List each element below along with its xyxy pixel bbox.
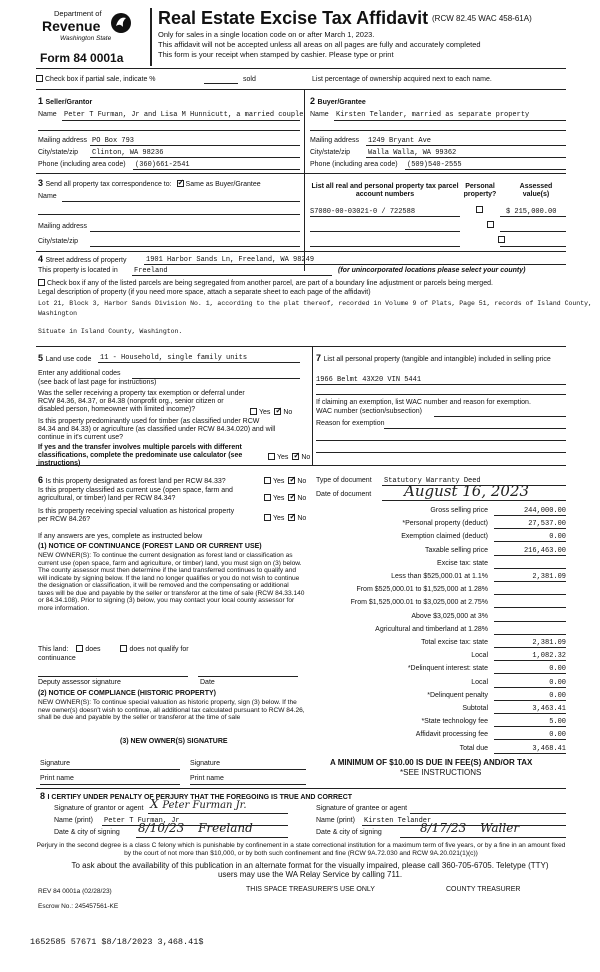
sec4-street-label: 4 Street address of property (38, 254, 127, 264)
seller-phone-label: Phone (including area code) (38, 161, 126, 168)
buyer-name[interactable]: Kirsten Telander, married as separate property (336, 111, 530, 119)
personal-property-checkbox-3[interactable] (498, 236, 505, 243)
seller-city-label: City/state/zip (38, 149, 79, 156)
notice1-body: NEW OWNER(S): To continue the current designation as forest land or classification as current use (open space, farm and agriculture, or timber) land, you must sign on (3) below. The county assessor must then determine if the land transferred continues to qualify and will indicate by signing below. If the land no longer qualifies or you do not wish to continue the designation or classification, it will be removed and the compensating or additional taxes will be due and payable by the seller or transferor at the time of sale (RCW 84.33.140 or 84.34.108). Prior to signing (3) below, you may contact your local county assessor for more information. (38, 552, 305, 613)
partial-label-b: sold (243, 76, 256, 83)
minimum-notice: A MINIMUM OF $10.00 IS DUE IN FEE(S) AND/OR TAX (330, 758, 533, 767)
dept-line2: Revenue (42, 18, 101, 34)
calc-label: Total excise tax: state (421, 639, 488, 646)
header-note-3: This form is your receipt when stamped by cashier. Please type or print (158, 50, 394, 59)
seller-mail[interactable]: PO Box 793 (92, 137, 135, 145)
wa-logo-icon (110, 12, 132, 34)
calc-value[interactable]: 3,468.41 (532, 745, 566, 753)
segregate-row: Check box if any of the listed parcels are being segregated from another parcel, are part of a boundary line adjustment or parcels being merged. (38, 279, 493, 288)
exemption-label: If claiming an exemption, list WAC number and reason for exemption. (316, 399, 531, 406)
calc-label: Gross selling price (430, 507, 488, 514)
calc-value[interactable]: 1,082.32 (532, 652, 566, 660)
notice2-body: NEW OWNER(S): To continue special valuation as historic property, sign (3) below. If the new owner(s) doesn't wish to continue, all additional tax calculated pursuant to RCW 84.26, shall be due and payable by the seller or transferor at the time of sale (38, 699, 305, 722)
q-forest-no-checkbox[interactable] (288, 477, 295, 484)
calc-value[interactable]: 3,463.41 (532, 705, 566, 713)
buyer-heading: 2 Buyer/Grantee (310, 96, 366, 106)
calc-value[interactable]: 2,381.09 (532, 573, 566, 581)
dept-line1: Department of (54, 9, 102, 18)
reason-label: Reason for exemption (316, 420, 385, 427)
escrow-number: Escrow No.: 245457561-KE (38, 903, 119, 910)
header-note-1: Only for sales in a single location code on or after March 1, 2023. (158, 30, 375, 39)
q-current-use-answer: Yes ✓ No (264, 494, 306, 503)
land-does-not-checkbox[interactable] (120, 645, 127, 652)
legal-line-2[interactable]: Washington (38, 310, 78, 317)
personal-property-checkbox-2[interactable] (487, 221, 494, 228)
calc-label: From $1,525,000.01 to $3,025,000 at 2.75% (350, 599, 488, 606)
legal-label: Legal description of property (if you need more space, attach a separate sheet to each page of the affidavit) (38, 289, 371, 296)
parcel-col-header: List all real and personal property tax parcel account numbers (311, 183, 459, 199)
sec3-city-label: City/state/zip (38, 238, 79, 245)
calc-value[interactable]: 2,381.09 (532, 639, 566, 647)
q-timber-answer: Yes ✓ No (268, 453, 310, 462)
personal-col-header: Personal property? (463, 183, 497, 199)
doc-type-label: Type of document (316, 477, 372, 484)
grantor-date[interactable]: 8/10/23 Freeland (138, 821, 253, 835)
q-current-use: Is this property classified as current use (open space, farm and agricultural, or timber) land per RCW 84.34? (38, 487, 233, 503)
calc-label: Affidavit processing fee (415, 731, 488, 738)
q-forest: 6 Is this property designated as forest land per RCW 84.33? (38, 475, 226, 485)
assessed-col-header: Assessed value(s) (519, 183, 553, 199)
q-forest-answer: Yes ✓ No (264, 477, 306, 486)
q-exemption-no-checkbox[interactable] (274, 408, 281, 415)
doc-date-handwritten[interactable]: August 16, 2023 (404, 482, 530, 500)
perjury-notice: Perjury in the second degree is a class C felony which is punishable by confinement in a state correctional institution for a maximum term of five years, or by a fine in an amount fixed by the court of not more than $10,000, or by both such confinement and fine (RCW 9A.72.030 and RCW 9A.20.021(1)(c)) (36, 842, 566, 857)
calc-value[interactable]: 0.00 (549, 731, 566, 739)
grantee-date-label: Date & city of signing (316, 829, 382, 836)
calc-label: Local (471, 679, 488, 686)
grantor-sig-label: Signature of grantor or agent (54, 805, 144, 812)
seller-heading: 1 Seller/Grantor (38, 96, 93, 106)
calc-label: Subtotal (462, 705, 488, 712)
notice1-title: (1) NOTICE OF CONTINUANCE (FOREST LAND OR CURRENT USE) (38, 543, 262, 550)
calc-label: Total due (459, 745, 488, 752)
seller-phone[interactable]: (360)661-2541 (135, 161, 190, 169)
form-number: Form 84 0001a (40, 51, 124, 65)
calc-value[interactable]: 0.00 (549, 692, 566, 700)
calc-label: Less than $525,000.01 at 1.1% (391, 573, 488, 580)
alt-format-notice: To ask about the availability of this publication in an alternate format for the visually impaired, please call 360-705-6705. Teletype (TTY) users may use the WA Relay Service by calling 711. (71, 861, 549, 880)
calc-label: Above $3,025,000 at 3% (411, 613, 488, 620)
partial-label-a: Check box if partial sale, indicate % (45, 76, 156, 83)
print-label-1: Print name (40, 775, 74, 782)
rev-number: REV 84 0001a (02/28/23) (38, 888, 112, 895)
calc-label: Local (471, 652, 488, 659)
q-timber: Is this property predominantly used for timber (as classified under RCW 84.34 and 84.33) or agriculture (as classified under RCW 84.34.020) and will continue in it's current use? (38, 418, 276, 442)
personal-property-item[interactable]: 1966 Belmt 43X20 VIN 5441 (316, 376, 422, 384)
seller-name-label: Name (38, 111, 57, 118)
calc-value[interactable]: 244,000.00 (523, 507, 566, 515)
segregate-checkbox[interactable] (38, 279, 45, 286)
see-back-label: (see back of last page for instructions) (38, 379, 157, 386)
see-instructions: *SEE INSTRUCTIONS (400, 768, 482, 777)
calc-label: From $525,000.01 to $1,525,000 at 1.28% (356, 586, 488, 593)
land-use-row: 5 Land use code (38, 353, 92, 363)
q-exemption-yes-checkbox[interactable] (250, 408, 257, 415)
q-timber-yes-checkbox[interactable] (268, 453, 275, 460)
header-note-2: This affidavit will not be accepted unless all areas on all pages are fully and accurately completed (158, 40, 481, 49)
q-historic: Is this property receiving special valuation as historical property per RCW 84.26? (38, 508, 235, 524)
seller-city[interactable]: Clinton, WA 98236 (92, 149, 164, 157)
legal-line-3[interactable]: Situate in Island County, Washington. (38, 328, 183, 335)
calc-label: Taxable selling price (424, 547, 488, 554)
grantor-name-label: Name (print) (54, 817, 93, 824)
grantor-date-label: Date & city of signing (54, 829, 120, 836)
q-current-use-no-checkbox[interactable] (288, 494, 295, 501)
grantee-sig-label: Signature of grantee or agent (316, 805, 408, 812)
partial-sale-checkbox[interactable] (36, 75, 43, 82)
seller-mail-label: Mailing address (38, 137, 88, 144)
buyer-phone-label: Phone (including area code) (310, 161, 398, 168)
calc-value[interactable]: 0.00 (549, 679, 566, 687)
calc-label: Agricultural and timberland at 1.28% (375, 626, 488, 633)
q-exemption: Was the seller receiving a property tax exemption or deferral under RCW 84.36, 84.37, or 84.38 (nonprofit org., senior citizen or disabled person, homeowner with limited income)? (38, 390, 245, 414)
land-use-code[interactable]: 11 - Household, single family units (100, 354, 248, 362)
calc-label: *Delinquent penalty (427, 692, 488, 699)
grantor-signature[interactable]: X Peter Furman Jr. (150, 797, 247, 811)
buyer-city[interactable]: Walla Walla, WA 99362 (368, 149, 457, 157)
q-current-use-yes-checkbox[interactable] (264, 494, 271, 501)
partial-sale-row (36, 75, 156, 84)
buyer-name-label: Name (310, 111, 329, 118)
q-exemption-answer: Yes ✓ No (250, 408, 292, 417)
grantee-date[interactable]: 8/17/23 Waller (420, 821, 520, 835)
calc-value[interactable]: 216,463.00 (523, 547, 566, 555)
personal-property-checkbox-1[interactable] (476, 206, 483, 213)
calc-value[interactable]: 0.00 (549, 533, 566, 541)
seller-name[interactable]: Peter T Furman, Jr and Lisa M Hunnicutt, a married couple (64, 111, 304, 119)
sec3-mail-label: Mailing address (38, 223, 88, 230)
calc-value[interactable]: 27,537.00 (528, 520, 566, 528)
same-as-buyer-checkbox[interactable] (177, 180, 184, 187)
county-treasurer: COUNTY TREASURER (446, 886, 521, 893)
continuance-label: continuance (38, 655, 76, 662)
rcw-ref: (RCW 82.45 WAC 458-61A) (432, 14, 532, 23)
buyer-mail-label: Mailing address (310, 137, 360, 144)
dept-logo (38, 10, 138, 50)
doc-date-label: Date of document (316, 491, 372, 498)
sig-label-2: Signature (190, 760, 220, 767)
certify-statement: 8 I CERTIFY UNDER PENALTY OF PERJURY THAT THE FOREGOING IS TRUE AND CORRECT (40, 791, 353, 801)
sec7-label: 7 List all personal property (tangible and intangible) included in selling price (316, 353, 551, 363)
grantee-name[interactable]: Kirsten Telander (364, 817, 432, 825)
buyer-city-label: City/state/zip (310, 149, 351, 156)
located-label: This property is located in (38, 267, 118, 274)
q-timber-no-checkbox[interactable] (292, 453, 299, 460)
receipt-stamp: 1652585 57671 $8/18/2023 3,468.41$ (30, 937, 204, 947)
legal-line-1[interactable]: Lot 21, Block 3, Harbor Sands Division No. 1, according to the plat thereof, recorded in Volume 9 of Plats, Page 51, records of Island County, (38, 300, 592, 307)
calc-label: *State technology fee (421, 718, 488, 725)
q-historic-no-checkbox[interactable] (288, 514, 295, 521)
sec3-row: 3 Send all property tax correspondence to: ✓ Same as Buyer/Grantee (38, 178, 261, 189)
partial-label-c: List percentage of ownership acquired next to each name. (312, 76, 492, 83)
calc-label: *Personal property (deduct) (402, 520, 488, 527)
doc-type[interactable]: Statutory Warranty Deed (384, 477, 481, 485)
buyer-phone[interactable]: (509)540-2555 (407, 161, 462, 169)
q-historic-yes-checkbox[interactable] (264, 514, 271, 521)
q-forest-yes-checkbox[interactable] (264, 477, 271, 484)
assessed-value[interactable]: $ 215,000.00 (506, 208, 557, 216)
located-value[interactable]: Freeland (134, 267, 168, 275)
grantee-name-label: Name (print) (316, 817, 355, 824)
new-owner-sig-heading: (3) NEW OWNER(S) SIGNATURE (120, 738, 228, 745)
calc-value[interactable]: 0.00 (549, 665, 566, 673)
deputy-date-label: Date (200, 679, 215, 686)
notice2-title: (2) NOTICE OF COMPLIANCE (HISTORIC PROPERTY) (38, 690, 216, 697)
treasurer-use: THIS SPACE TREASURER'S USE ONLY (246, 886, 375, 893)
buyer-mail[interactable]: 1249 Bryant Ave (368, 137, 432, 145)
sig-label-1: Signature (40, 760, 70, 767)
deputy-sig-label: Deputy assessor signature (38, 679, 121, 686)
calc-label: *Delinquent interest: state (407, 665, 488, 672)
calc-label: Exemption claimed (deduct) (401, 533, 488, 540)
calc-value[interactable]: 5.00 (549, 718, 566, 726)
property-address[interactable]: 1901 Harbor Sands Ln, Freeland, WA 98249 (146, 256, 315, 264)
this-land-row: This land: does does not qualify for (38, 646, 189, 653)
if-yes-note: If any answers are yes, complete as instructed below (38, 533, 203, 540)
unincorporated-note: (for unincorporated locations please select your county) (338, 267, 526, 274)
q-timber-b: If yes and the transfer involves multiple parcels with different classifications, complete the predominate use calculator (see instructions) (38, 444, 243, 468)
grantor-name[interactable]: Peter T Furman, Jr (104, 817, 180, 825)
dept-line3: Washington State (60, 35, 112, 42)
wac-label: WAC number (section/subsection) (316, 408, 422, 415)
additional-codes-label: Enter any additional codes (38, 370, 121, 377)
parcel-number[interactable]: S7080-00-03021-0 / 722588 (310, 208, 416, 216)
q-historic-answer: Yes ✓ No (264, 514, 306, 523)
calc-label: Excise tax: state (437, 560, 488, 567)
land-does-checkbox[interactable] (76, 645, 83, 652)
print-label-2: Print name (190, 775, 224, 782)
form-title: Real Estate Excise Tax Affidavit (158, 8, 429, 28)
sec3-name-label: Name (38, 193, 57, 200)
